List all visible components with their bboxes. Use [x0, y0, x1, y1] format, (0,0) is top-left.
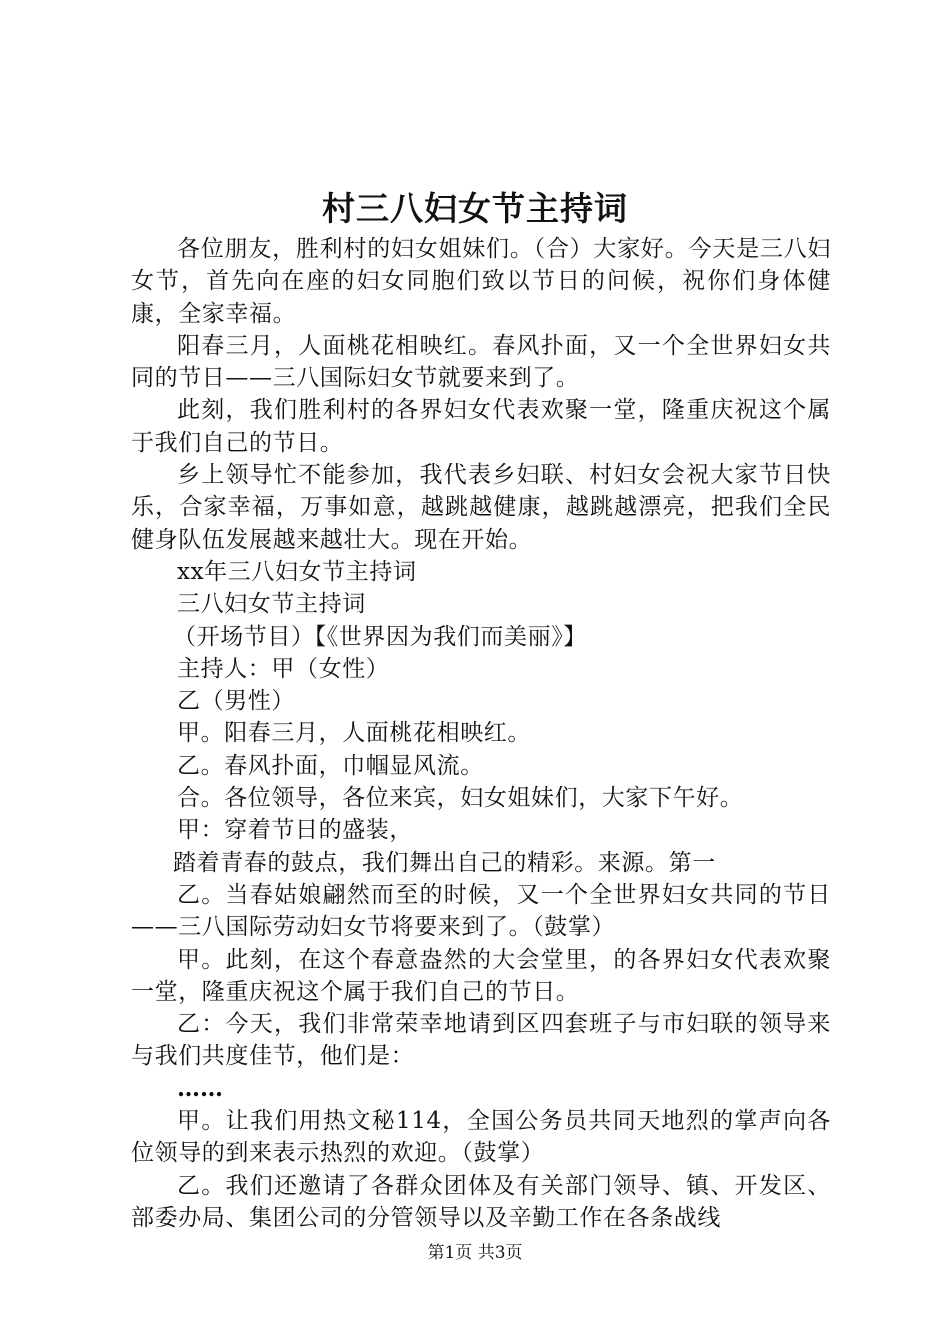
paragraph-line-b3: 乙：今天，我们非常荣幸地请到区四套班子与市妇联的领导来与我们共度佳节，他们是： [131, 1011, 831, 1070]
paragraph-line-b1: 乙。春风扑面，巾帼显风流。 [177, 752, 484, 779]
paragraph-spring: 阳春三月，人面桃花相映红。春风扑面，又一个全世界妇女共同的节日——三八国际妇女节就要来到了。 [131, 332, 831, 392]
paragraph-heading-year: xx年三八妇女节主持词 [177, 558, 417, 585]
paragraph-ellipsis: …… [177, 1074, 223, 1102]
paragraph-gathering: 此刻，我们胜利村的各界妇女代表欢聚一堂，隆重庆祝这个属于我们自己的节日。 [131, 397, 831, 456]
paragraph-line-b2: 乙。当春姑娘翩然而至的时候，又一个全世界妇女共同的节日——三八国际劳动妇女节将要来到了。（鼓掌） [131, 881, 831, 941]
paragraph-line-together: 合。各位领导，各位来宾，妇女姐妹们，大家下午好。 [177, 785, 744, 812]
paragraph-line-a4: 甲。让我们用热文秘114，全国公务员共同天地烈的掌声向各位领导的到来表示热烈的欢迎。（鼓掌） [131, 1108, 831, 1167]
paragraph-heading: 三八妇女节主持词 [177, 591, 366, 618]
paragraph-hosts: 主持人：甲（女性） [177, 655, 390, 682]
paragraph-greeting: 各位朋友，胜利村的妇女姐妹们。（合）大家好。今天是三八妇女节，首先向在座的妇女同胞们致以节日的问候，祝你们身体健康，全家幸福。 [131, 236, 831, 327]
paragraph-line-a1: 甲。阳春三月，人面桃花相映红。 [177, 720, 531, 747]
paragraph-line-a2: 甲：穿着节日的盛装， [177, 817, 413, 844]
page-number-footer: 第1页 共3页 [427, 1243, 523, 1263]
document-body [131, 233, 831, 1234]
document-title: 村三八妇女节主持词 [322, 189, 628, 228]
paragraph-leaders: 乡上领导忙不能参加，我代表乡妇联、村妇女会祝大家节日快乐，合家幸福，万事如意，越跳越健康，越跳越漂亮，把我们全民健身队伍发展越来越壮大。现在开始。 [131, 462, 831, 553]
paragraph-line-b4: 乙。我们还邀请了各群众团体及有关部门领导、镇、开发区、部委办局、集团公司的分管领导以及辛勤工作在各条战线 [131, 1172, 831, 1231]
paragraph-host-b: 乙（男性） [177, 688, 295, 715]
paragraph-opening-program: （开场节目）【《世界因为我们而美丽》】 [173, 623, 587, 650]
paragraph-line-a3: 甲。此刻，在这个春意盎然的大会堂里，的各界妇女代表欢聚一堂，隆重庆祝这个属于我们自己的节日。 [131, 946, 831, 1005]
paragraph-line-a2-cont: 踏着青春的鼓点，我们舞出自己的精彩。来源。第一 [173, 849, 716, 876]
